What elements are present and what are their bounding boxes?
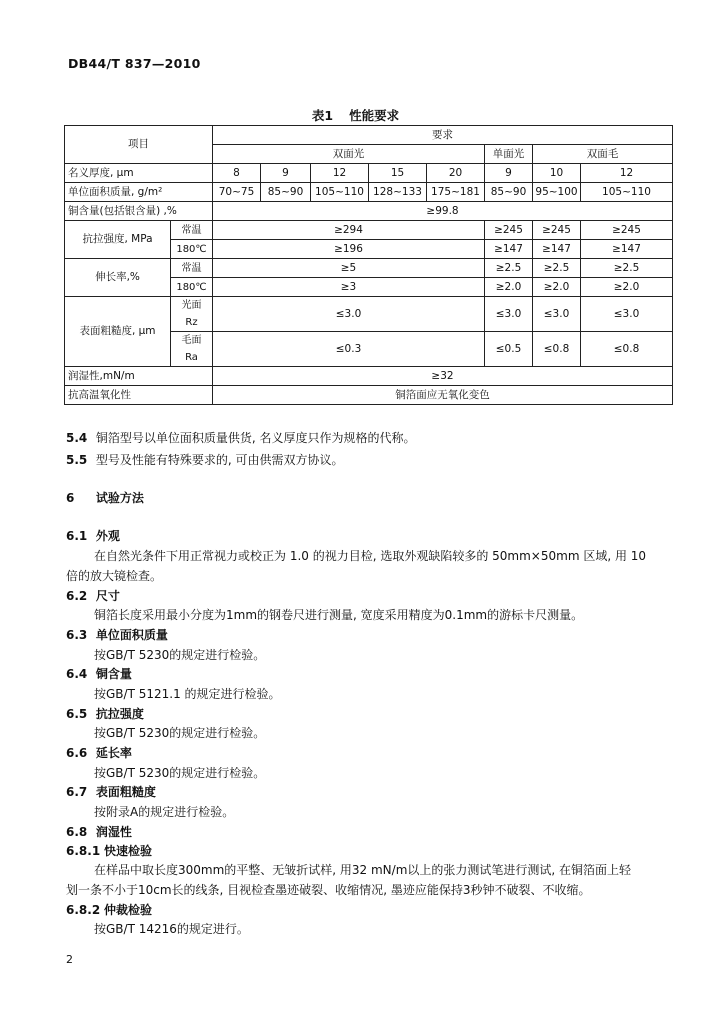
clause-6-6-heading bbox=[66, 745, 132, 761]
table-cell: ≥147 bbox=[581, 240, 673, 259]
table-cell: ≥2.5 bbox=[485, 259, 533, 278]
surface-param: Rz bbox=[185, 317, 198, 328]
page-number: 2 bbox=[66, 953, 73, 966]
table-cell: ≥196 bbox=[213, 240, 485, 259]
table-cell: 105~110 bbox=[311, 183, 369, 202]
table-title: 性能要求 bbox=[349, 108, 400, 123]
clause-6-3-heading bbox=[66, 627, 168, 643]
section-title: 试验方法 bbox=[95, 491, 144, 505]
row-label: 名义厚度, μm bbox=[65, 164, 213, 183]
clause-6-3-text: 按GB/T 5230的规定进行检验。 bbox=[94, 648, 266, 662]
row-label: 单位面积质量, g/m² bbox=[65, 183, 213, 202]
clause-number: 6.5 bbox=[66, 707, 88, 721]
table-cell: 铜箔面应无氧化变色 bbox=[213, 386, 673, 405]
table-cell: 128~133 bbox=[369, 183, 427, 202]
clause-number: 6.8.1 bbox=[66, 844, 101, 858]
performance-table bbox=[64, 125, 673, 405]
row-oxidation bbox=[65, 386, 673, 405]
clause-text: 铜箔型号以单位面积质量供货, 名义厚度只作为规格的代称。 bbox=[95, 431, 416, 445]
table-cell: ≤3.0 bbox=[213, 297, 485, 332]
clause-6-5-text: 按GB/T 5230的规定进行检验。 bbox=[94, 726, 266, 740]
condition-label: 常温 bbox=[171, 259, 213, 278]
table-cell: ≥294 bbox=[213, 221, 485, 240]
clause-text: 型号及性能有特殊要求的, 可由供需双方协议。 bbox=[95, 453, 344, 467]
table-cell: 10 bbox=[533, 164, 581, 183]
table-cell: ≥2.5 bbox=[581, 259, 673, 278]
row-label: 抗拉强度, MPa bbox=[65, 221, 171, 259]
clause-title: 单位面积质量 bbox=[95, 628, 168, 642]
clause-6-8-2-text: 按GB/T 14216的规定进行。 bbox=[94, 922, 249, 936]
table-cell: 12 bbox=[581, 164, 673, 183]
row-roughness-shiny bbox=[65, 297, 673, 332]
clause-6-7-text: 按附录A的规定进行检验。 bbox=[94, 805, 235, 819]
row-elongation-normal bbox=[65, 259, 673, 278]
clause-number: 6.1 bbox=[66, 529, 88, 543]
clause-title: 延长率 bbox=[95, 746, 132, 760]
standard-code: DB44/T 837—2010 bbox=[68, 56, 201, 71]
row-label: 润湿性,mN/m bbox=[65, 367, 213, 386]
header-double-shiny: 双面光 bbox=[213, 145, 485, 164]
row-label: 表面粗糙度, μm bbox=[65, 297, 171, 367]
clause-6-1-line-2: 倍的放大镜检查。 bbox=[66, 569, 163, 583]
table-cell: ≤0.3 bbox=[213, 332, 485, 367]
condition-label: 常温 bbox=[171, 221, 213, 240]
clause-6-2-text: 铜箔长度采用最小分度为1mm的钢卷尺进行测量, 宽度采用精度为0.1mm的游标卡尺测量。 bbox=[94, 608, 584, 622]
table-cell: ≥2.0 bbox=[581, 278, 673, 297]
clause-title: 尺寸 bbox=[95, 589, 120, 603]
table-cell: ≤3.0 bbox=[533, 297, 581, 332]
surface-label bbox=[171, 332, 213, 367]
surface-label bbox=[171, 297, 213, 332]
table-cell: ≤3.0 bbox=[581, 297, 673, 332]
table-cell: ≥5 bbox=[213, 259, 485, 278]
row-label: 伸长率,% bbox=[65, 259, 171, 297]
table-cell: ≥245 bbox=[533, 221, 581, 240]
clause-title: 快速检验 bbox=[104, 844, 153, 858]
row-area-weight bbox=[65, 183, 673, 202]
table-cell: 9 bbox=[485, 164, 533, 183]
clause-6-4-text: 按GB/T 5121.1 的规定进行检验。 bbox=[94, 687, 281, 701]
row-thickness bbox=[65, 164, 673, 183]
clause-number: 5.5 bbox=[66, 453, 88, 467]
table-cell: ≤0.5 bbox=[485, 332, 533, 367]
clause-number: 6.8.2 bbox=[66, 903, 101, 917]
clause-6-1-line-1: 在自然光条件下用正常视力或校正为 1.0 的视力目检, 选取外观缺陷较多的 50mm×50mm 区域, 用 10 bbox=[94, 549, 647, 563]
clause-6-8-1-heading bbox=[66, 843, 152, 859]
table-cell: ≥2.0 bbox=[533, 278, 581, 297]
section-6-heading bbox=[66, 490, 144, 506]
condition-label: 180℃ bbox=[171, 240, 213, 259]
header-requirement: 要求 bbox=[213, 126, 673, 145]
clause-title: 铜含量 bbox=[95, 667, 132, 681]
clause-number: 6.4 bbox=[66, 667, 88, 681]
table-cell: ≤0.8 bbox=[581, 332, 673, 367]
table-cell: 70~75 bbox=[213, 183, 261, 202]
table-cell: ≥147 bbox=[533, 240, 581, 259]
row-copper-content bbox=[65, 202, 673, 221]
table-cell: ≥32 bbox=[213, 367, 673, 386]
surface-param: Ra bbox=[185, 352, 198, 363]
note-5-4 bbox=[66, 430, 415, 446]
row-label: 抗高温氧化性 bbox=[65, 386, 213, 405]
clause-number: 6.2 bbox=[66, 589, 88, 603]
clause-6-4-heading bbox=[66, 666, 132, 682]
clause-6-6-text: 按GB/T 5230的规定进行检验。 bbox=[94, 766, 266, 780]
clause-6-8-1-line-1: 在样品中取长度300mm的平整、无皱折试样, 用32 mN/m以上的张力测试笔进行测试, 在铜箔面上轻 bbox=[94, 863, 632, 877]
clause-6-8-2-heading bbox=[66, 902, 152, 918]
table-header-row-1 bbox=[65, 126, 673, 145]
table-cell: 8 bbox=[213, 164, 261, 183]
table-number: 表1 bbox=[311, 108, 334, 123]
clause-6-2-heading bbox=[66, 588, 120, 604]
table-cell: ≥2.5 bbox=[533, 259, 581, 278]
clause-title: 仲裁检验 bbox=[104, 903, 153, 917]
table-cell: 85~90 bbox=[261, 183, 311, 202]
table-cell: 85~90 bbox=[485, 183, 533, 202]
table-caption bbox=[0, 106, 711, 124]
clause-number: 5.4 bbox=[66, 431, 88, 445]
surface-side: 毛面 bbox=[181, 335, 202, 346]
clause-number: 6.7 bbox=[66, 785, 88, 799]
table-cell: ≥99.8 bbox=[213, 202, 673, 221]
table-cell: ≥3 bbox=[213, 278, 485, 297]
clause-title: 抗拉强度 bbox=[95, 707, 144, 721]
header-single-shiny: 单面光 bbox=[485, 145, 533, 164]
table-cell: ≥147 bbox=[485, 240, 533, 259]
clause-6-1-heading bbox=[66, 528, 120, 544]
table-cell: 15 bbox=[369, 164, 427, 183]
clause-number: 6.8 bbox=[66, 825, 88, 839]
row-wettability bbox=[65, 367, 673, 386]
clause-title: 表面粗糙度 bbox=[95, 785, 156, 799]
surface-side: 光面 bbox=[181, 300, 202, 311]
table-cell: ≤3.0 bbox=[485, 297, 533, 332]
clause-6-8-heading bbox=[66, 824, 132, 840]
clause-title: 外观 bbox=[95, 529, 120, 543]
table-cell: 105~110 bbox=[581, 183, 673, 202]
table-cell: 12 bbox=[311, 164, 369, 183]
note-5-5 bbox=[66, 452, 343, 468]
clause-number: 6.6 bbox=[66, 746, 88, 760]
header-double-matte: 双面毛 bbox=[533, 145, 673, 164]
table-cell: ≥245 bbox=[581, 221, 673, 240]
header-item: 项目 bbox=[65, 126, 213, 164]
table-cell: ≥245 bbox=[485, 221, 533, 240]
table-cell: 175~181 bbox=[427, 183, 485, 202]
row-label: 铜含量(包括银含量) ,% bbox=[65, 202, 213, 221]
section-number: 6 bbox=[66, 491, 75, 505]
table-cell: 95~100 bbox=[533, 183, 581, 202]
condition-label: 180℃ bbox=[171, 278, 213, 297]
row-tensile-normal bbox=[65, 221, 673, 240]
clause-6-5-heading bbox=[66, 706, 144, 722]
table-cell: 20 bbox=[427, 164, 485, 183]
clause-6-8-1-line-2: 划一条不小于10cm长的线条, 目视检查墨迹破裂、收缩情况, 墨迹应能保持3秒钟不破裂、不收缩。 bbox=[66, 883, 591, 897]
table-cell: ≥2.0 bbox=[485, 278, 533, 297]
clause-6-7-heading bbox=[66, 784, 156, 800]
clause-number: 6.3 bbox=[66, 628, 88, 642]
table-cell: ≤0.8 bbox=[533, 332, 581, 367]
table-cell: 9 bbox=[261, 164, 311, 183]
clause-title: 润湿性 bbox=[95, 825, 132, 839]
